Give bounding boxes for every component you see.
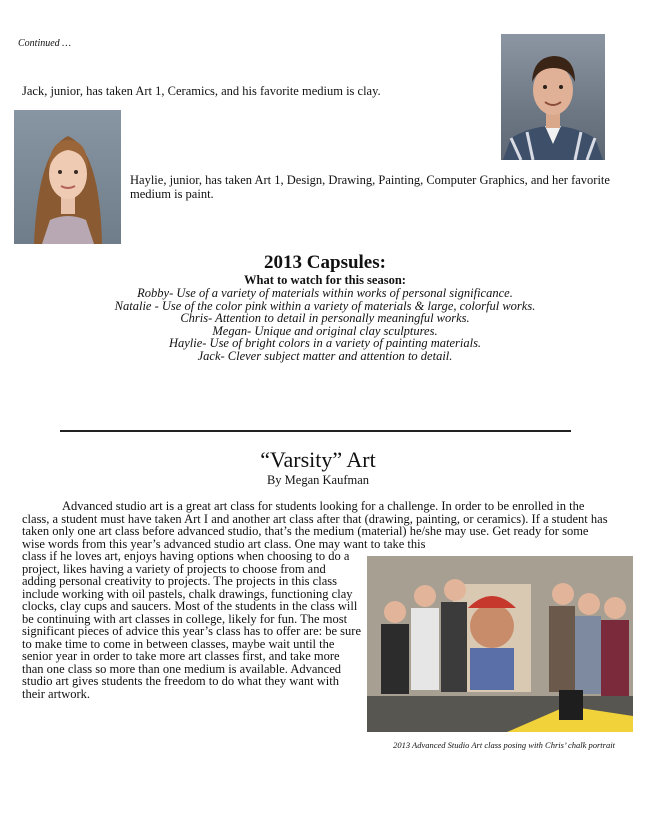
haylie-portrait-photo [14,110,121,244]
article-paragraph-intro: Advanced studio art is a great art class for students looking for a challenge. In order to be enrolled in the class, a student must have taken Art I and another art class after that (drawing, painting, or ceramics). If a student has taken only one art class before advanced studio, that’s the medium (material) he/she may use. Get ready for some wise words from this year’s advanced studio art class. One may want to take this [22,499,608,551]
continued-label: Continued … [18,38,72,49]
article-body-top [22,500,612,550]
jack-description: Jack, junior, has taken Art 1, Ceramics, and his favorite medium is clay. [22,84,381,98]
capsules-subtitle: What to watch for this season: [244,273,406,287]
haylie-portrait-illustration [14,110,121,244]
capsule-item: Chris- Attention to detail in personally meaningful works. [180,311,470,325]
article-body-left: class if he loves art, enjoys having options when choosing to do a project, likes having a variety of projects to choose from and adding personal creativity to projects. The projects in this class include working with oil pastels, chalk drawings, functioning clay clocks, clay cups and saucers. Most of the students in the class will be continuing with art classes in college, likely for fun. The most significant pieces of advice this year’s class has to offer are: be sure to make time to come in between classes, maybe wait until the senior year in order to take more art classes first, and take more than one class so more than one medium is available. Advanced studio art gives students the freedom to do what they want with their artwork. [22,549,361,701]
class-group-illustration [367,556,633,732]
section-divider [60,430,571,432]
photo-caption: 2013 Advanced Studio Art class posing with Chris’ chalk portrait [393,740,615,750]
capsules-title: 2013 Capsules: [264,252,386,273]
capsule-item: Natalie - Use of the color pink within a variety of materials & large, colorful works. [114,298,536,313]
article-title: “Varsity” Art [260,447,376,472]
capsule-item: Haylie- Use of bright colors in a variety of painting materials. [168,336,482,350]
jack-portrait-illustration [501,34,605,160]
class-group-photo [367,556,633,732]
capsule-item: Megan- Unique and original clay sculptures. [212,323,438,338]
capsules-section [0,252,650,362]
article-byline: By Megan Kaufman [266,473,370,487]
jack-portrait-photo [501,34,605,160]
capsule-item: Robby- Use of a variety of materials within works of personal significance. [137,286,513,300]
haylie-description: Haylie, junior, has taken Art 1, Design, Drawing, Painting, Computer Graphics, and her favorite medium is paint. [130,173,610,201]
capsule-item: Jack- Clever subject matter and attention to detail. [197,348,453,363]
